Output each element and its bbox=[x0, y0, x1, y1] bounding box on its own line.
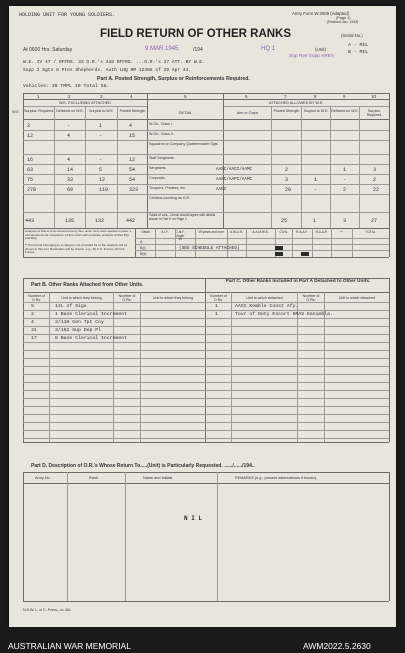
serial-no-label: (Serial No.) bbox=[341, 33, 363, 38]
field-return-sheet bbox=[9, 6, 396, 627]
reinforcements-note: ** Personnel belonging to a category not provided for in the analysis will be shown in this Col. Particulars will be shown, e.g., 80 U.K. Forces, 30 N.Z. Forces. bbox=[25, 243, 128, 254]
part-b-unit: 2/162 Sup Dep Pl bbox=[55, 328, 102, 333]
parts-bc-ruled-line bbox=[23, 390, 389, 391]
part-a-we: 12 bbox=[27, 133, 34, 139]
part-a-surplus: 5 bbox=[99, 167, 103, 173]
year-suffix: /194 bbox=[193, 47, 203, 53]
part-a-row-rule bbox=[23, 154, 389, 155]
part-a-row-rule bbox=[23, 130, 389, 131]
part-b-number: 17 bbox=[31, 336, 37, 341]
analysis-header-rule bbox=[135, 238, 389, 239]
col-number-5: 5 bbox=[184, 94, 187, 99]
part-c-col-number-2: Number of O.Rs. bbox=[302, 294, 320, 302]
analysis-row-b1-rule bbox=[135, 250, 389, 251]
part-b-col-line-3 bbox=[140, 292, 141, 442]
analysis-row-a: A bbox=[140, 240, 143, 244]
col-number-6: 6 bbox=[245, 94, 248, 99]
part-b-col-unit-2: Unit to which they belong bbox=[152, 296, 194, 300]
col-number-7: 7 bbox=[284, 94, 287, 99]
parts-bc-ruled-line bbox=[23, 374, 389, 375]
attached-allowed-header: ATTACHED ALLOWED BY W.E. bbox=[269, 101, 324, 105]
part-a-title: Part A. Posted Strength, Surplus or Reinforcements Required. bbox=[97, 76, 250, 82]
col-number-9: 9 bbox=[343, 94, 346, 99]
parts-bc-ruled-line bbox=[23, 414, 389, 415]
header-surplus-3: Surplus. Required. bbox=[366, 109, 383, 117]
part-a-required-2: 3 bbox=[373, 167, 377, 173]
header-detail: DETAIL bbox=[178, 110, 193, 115]
part-a-posted: 12 bbox=[129, 157, 136, 163]
analysis-col-header: A.A.M.W.S. bbox=[252, 230, 269, 234]
part-c-unit: AACC Kemble Const Afy. bbox=[235, 304, 299, 309]
schedule-stamp: (SEE SCHEDULE ATTACHED) bbox=[179, 246, 240, 251]
part-a-deficient: 14 bbox=[67, 167, 74, 173]
part-a-posted: 54 bbox=[129, 167, 136, 173]
total-required-2: 27 bbox=[371, 218, 378, 224]
part-a-number-rule bbox=[23, 99, 389, 100]
part-c-number: 1 bbox=[215, 312, 218, 317]
part-b-number: 31 bbox=[31, 328, 37, 333]
part-a-deficient: 69 bbox=[67, 187, 74, 193]
col-line-7 bbox=[301, 106, 302, 228]
parts-bc-ruled-line bbox=[23, 318, 389, 319]
parts-bc-ruled-line bbox=[23, 326, 389, 327]
header-surplus-required: Surplus. Required. bbox=[24, 109, 54, 113]
parts-bc-ruled-line bbox=[23, 422, 389, 423]
parts-bc-ruled-line bbox=[23, 430, 389, 431]
part-a-required-2: 2 bbox=[373, 177, 377, 183]
form-print-footer: N.S.W. L. of C. Press—In. 66/. bbox=[23, 608, 72, 612]
part-a-posted-2: 3 bbox=[285, 177, 289, 183]
analysis-col-header: A.W.A.S. bbox=[230, 230, 243, 234]
part-d-left-line bbox=[23, 472, 24, 601]
col-line-3 bbox=[117, 106, 118, 228]
part-a-we: 16 bbox=[27, 157, 34, 163]
part-a-row-rule bbox=[23, 184, 389, 185]
analysis-row-a-rule bbox=[135, 244, 389, 245]
header-surplus-2: Surplus to W.E. bbox=[303, 109, 329, 113]
part-a-surplus: - bbox=[99, 133, 103, 139]
part-a-required-2: 22 bbox=[373, 187, 380, 193]
supp-line: Supp 2 Sgts 6 Ptes Shepherds. Auth LHQ RM 12408 of 29 Apr 44. bbox=[23, 68, 192, 73]
totals-detail: Totals of cols., Check should agree with details shown in Part E on Page 2. bbox=[149, 213, 216, 221]
analysis-col-line bbox=[352, 228, 353, 257]
analysis-col-header: A.I.F. bbox=[161, 230, 169, 234]
header-surplus-to: Surplus to W.E. bbox=[89, 109, 114, 113]
total-posted-2: 25 bbox=[281, 218, 288, 224]
part-a-deficient-2: 1 bbox=[343, 167, 347, 173]
main-title: FIELD RETURN OF OTHER RANKS bbox=[100, 28, 292, 40]
part-a-row-detail: Troopers, Privates, etc. bbox=[149, 186, 187, 190]
we-excluding-header: W.E. EXCLUDING ATTACHED bbox=[59, 101, 111, 105]
parts-bc-bottom-rule bbox=[23, 442, 389, 443]
serial-value-a: A - MIL bbox=[348, 43, 369, 48]
col-line-10 bbox=[389, 93, 390, 228]
archive-footer-bar bbox=[0, 627, 405, 653]
part-b-unit: 6 Base Clerical Increment bbox=[55, 336, 127, 341]
part-a-surplus: 1 bbox=[99, 123, 103, 129]
part-d-bottom-rule bbox=[23, 601, 389, 602]
part-a-surplus-2: 1 bbox=[314, 177, 318, 183]
army-form-label: Army Form W.3009 (Adapted) bbox=[292, 11, 350, 16]
supply-stamp: Sup Res Supp AREA bbox=[289, 54, 335, 59]
parts-bc-ruled-line bbox=[23, 350, 389, 351]
total-deficient-2: 3 bbox=[343, 218, 347, 224]
part-a-row-detail: Squadron or Company Quartermaster Sgts. bbox=[149, 142, 219, 146]
analysis-row-b2: B(ii) bbox=[140, 252, 147, 256]
part-a-surplus: 119 bbox=[99, 187, 109, 193]
analysis-col-header: ** bbox=[340, 230, 343, 234]
part-b-col-line-1 bbox=[49, 292, 50, 442]
total-surplus-2: 1 bbox=[313, 218, 317, 224]
col-number-2: 2 bbox=[68, 94, 71, 99]
analysis-col-header: 19 years and over bbox=[198, 230, 224, 234]
parts-bc-ruled-line bbox=[23, 366, 389, 367]
part-a-posted-2: 2 bbox=[285, 167, 289, 173]
part-a-arm-corps: AASC/AAPC/AAMC bbox=[216, 177, 253, 182]
part-c-col-unit-2: Unit to which detached bbox=[338, 296, 376, 300]
part-a-we: 63 bbox=[27, 167, 34, 173]
col-number-3: 3 bbox=[100, 94, 103, 99]
part-b-number: 5 bbox=[31, 304, 34, 309]
parts-bc-ruled-line bbox=[23, 342, 389, 343]
part-d-nil: N I L bbox=[184, 515, 203, 522]
analysis-col-header: Detail bbox=[141, 230, 150, 234]
part-c-unit: Tour of Duty Escort HMAS Kanimbla. bbox=[235, 312, 333, 317]
part-c-title: Part C. Other Ranks Included in Part A Detached to Other Units. bbox=[225, 279, 371, 284]
parts-bc-ruled-line bbox=[23, 334, 389, 335]
analysis-col-header: TOTAL bbox=[365, 230, 376, 234]
part-b-number: 4 bbox=[31, 320, 34, 325]
part-d-col-remarks: REMARKS (e.g., present whereabouts if known). bbox=[235, 476, 318, 480]
part-a-deficient-2: - bbox=[343, 177, 347, 183]
parts-bc-ruled-line bbox=[23, 302, 389, 303]
part-a-posted: 323 bbox=[129, 187, 139, 193]
part-a-deficient-2: 2 bbox=[343, 187, 347, 193]
part-b-col-number: Number of O.Rs. bbox=[28, 294, 45, 302]
part-a-deficient: - bbox=[67, 123, 71, 129]
part-a-row-detail: Civilians counting as O.R. bbox=[149, 196, 191, 200]
redaction-block-2 bbox=[275, 252, 283, 256]
parts-bc-header-rule bbox=[23, 292, 389, 293]
analysis-right-line bbox=[389, 228, 390, 257]
total-surplus: 132 bbox=[95, 218, 105, 224]
part-d-col-name: Name and Initials bbox=[143, 476, 173, 480]
part-b-unit: 12L of Sigs bbox=[55, 304, 87, 309]
part-a-we: 75 bbox=[27, 177, 34, 183]
part-d-header-rule bbox=[23, 483, 389, 484]
part-a-row-rule bbox=[23, 140, 389, 141]
part-a-header-rule bbox=[23, 119, 389, 120]
part-b-col-number-2: Number of O.Rs. bbox=[118, 294, 136, 302]
col-line-1 bbox=[54, 106, 55, 228]
part-d-col-line-3 bbox=[217, 472, 218, 601]
analysis-bottom-rule bbox=[23, 257, 389, 258]
analysis-col-line bbox=[312, 228, 313, 257]
part-a-deficient: 33 bbox=[67, 177, 74, 183]
col-number-1: 1 bbox=[37, 94, 40, 99]
unit-title: HOLDING UNIT FOR YOUNG SOLDIERS. bbox=[19, 12, 116, 18]
vehicles-line: Vehicles: 39 TMPL 19 Total 58. bbox=[23, 84, 110, 89]
header-posted: Posted Strength bbox=[119, 109, 146, 113]
date-stamp: 9 MAR 1945 bbox=[145, 46, 179, 52]
col-number-10: 10 bbox=[371, 94, 377, 99]
part-c-col-number: Number of O.Rs. bbox=[210, 294, 227, 302]
part-d-top-rule bbox=[23, 472, 389, 473]
analysis-col-header: R.A.A.P. bbox=[315, 230, 328, 234]
analysis-col-line bbox=[195, 228, 196, 257]
part-a-arm-corps: AASC/AACC/AAMC bbox=[216, 167, 253, 172]
part-a-posted-2: 20 bbox=[285, 187, 292, 193]
total-deficient: 135 bbox=[65, 218, 75, 224]
col-line-8 bbox=[330, 106, 331, 228]
header-deficient: Deficient on W.E. bbox=[56, 109, 84, 113]
part-b-unit: 2/110 Gen Tpt Coy bbox=[55, 320, 104, 325]
col-number-8: 8 bbox=[314, 94, 317, 99]
parts-bc-right-line bbox=[389, 278, 390, 442]
analysis-col-line bbox=[292, 228, 293, 257]
part-d-col-rank: Rank bbox=[89, 476, 98, 480]
redaction-block-3 bbox=[301, 252, 309, 256]
analysis-col-header: C.M.F. Under 19 bbox=[175, 230, 185, 241]
part-a-deficient: 4 bbox=[67, 157, 71, 163]
part-a-row-detail: Staff Sergeants. bbox=[149, 156, 175, 160]
parts-bc-ruled-line bbox=[23, 398, 389, 399]
total-we: 443 bbox=[25, 218, 35, 224]
part-b-unit: 1 Base Clerical Increment bbox=[55, 312, 127, 317]
part-a-we: 278 bbox=[27, 187, 37, 193]
part-a-row-detail: W.Os., Class II. bbox=[149, 132, 174, 136]
part-b-number: 2 bbox=[31, 312, 34, 317]
hq-stamp: HQ 1 bbox=[261, 46, 276, 52]
part-a-surplus: - bbox=[99, 157, 103, 163]
we-side-label: W.E. bbox=[12, 110, 21, 114]
part-c-col-unit: Unit to which detached bbox=[246, 296, 283, 300]
col-number-4: 4 bbox=[130, 94, 133, 99]
archive-name: AUSTRALIAN WAR MEMORIAL bbox=[8, 641, 131, 651]
col-line-2 bbox=[85, 106, 86, 228]
part-a-we: 3 bbox=[27, 123, 31, 129]
analysis-col-line bbox=[331, 228, 332, 257]
parts-bc-ruled-line bbox=[23, 358, 389, 359]
part-a-surplus-2: - bbox=[314, 187, 318, 193]
part-a-posted: 15 bbox=[129, 133, 136, 139]
serial-value-b: B - MIL bbox=[348, 50, 369, 55]
part-a-arm-corps: AACC bbox=[216, 187, 227, 192]
analysis-left-line bbox=[23, 228, 24, 257]
analysis-row-b1: B(i) bbox=[140, 246, 146, 250]
attached-allowed-rule bbox=[223, 106, 389, 107]
part-d-right-line bbox=[389, 472, 390, 601]
part-a-posted: 4 bbox=[129, 123, 133, 129]
part-a-deficient: 4 bbox=[67, 133, 71, 139]
part-a-row-rule bbox=[23, 194, 389, 195]
part-a-row-rule bbox=[23, 174, 389, 175]
unit-label: (Unit) bbox=[315, 47, 326, 52]
part-a-row-rule bbox=[23, 164, 389, 165]
part-d-col-army-no: Army No. bbox=[35, 476, 51, 480]
part-a-top-rule bbox=[23, 93, 389, 94]
analysis-col-line bbox=[155, 228, 156, 257]
analysis-note: Analysis of Part A to be shown here by ALL units. Only units spelled in para. 1 of instructions for completion of this return will complete analysis of Part B(i) and B(ii). bbox=[25, 229, 132, 240]
part-a-row-detail: Corporals. bbox=[149, 176, 166, 180]
analysis-col-header: CIVIL bbox=[279, 230, 288, 234]
part-d-col-line-2 bbox=[125, 472, 126, 601]
part-a-row-detail: Sergeants. bbox=[149, 166, 167, 170]
parts-bc-ruled-line bbox=[23, 310, 389, 311]
part-c-col-line-1 bbox=[231, 292, 232, 442]
part-a-posted: 54 bbox=[129, 177, 136, 183]
col-line-6 bbox=[271, 106, 272, 228]
analysis-col-header: R.A.A.F. bbox=[296, 230, 308, 234]
we-line: W.E. IV 47 / OFFRS. 33 O.R.'s 448 OFFRS. ...O.R.'s 27 ATT. BY W.E. bbox=[23, 60, 205, 65]
total-posted: 442 bbox=[126, 218, 136, 224]
part-a-surplus: 12 bbox=[99, 177, 106, 183]
redaction-block-1 bbox=[275, 246, 283, 250]
analysis-col-line bbox=[246, 228, 247, 257]
part-d-title: Part D. Description of O.R.'s Whose Return To.....(Unit) is Particularly Requested. ....../....../194.. bbox=[31, 463, 255, 469]
archive-reference: AWM2022.5.2630 bbox=[303, 641, 371, 651]
part-c-number: 1 bbox=[215, 304, 218, 309]
parts-bc-ruled-line bbox=[23, 438, 389, 439]
analysis-col-line bbox=[175, 228, 176, 257]
part-d-col-line-1 bbox=[67, 472, 68, 601]
parts-bc-ruled-line bbox=[23, 382, 389, 383]
col-line-9 bbox=[359, 106, 360, 228]
page-note: (Page 1) bbox=[336, 16, 351, 20]
header-posted-2: Posted Strength bbox=[273, 109, 300, 113]
at-line: At 0600 Hrs. Saturday bbox=[23, 47, 73, 53]
header-arm-corps: Arm or Corps bbox=[236, 111, 259, 115]
header-deficient-2: Deficient on W.E. bbox=[331, 109, 359, 113]
analysis-col-line bbox=[227, 228, 228, 257]
revised-note: (Revised Jan, 1943) bbox=[327, 20, 359, 24]
parts-bc-ruled-line bbox=[23, 406, 389, 407]
part-b-title: Part B. Other Ranks Attached from Other Units. bbox=[31, 282, 144, 288]
part-b-col-unit: Unit to which they belong bbox=[61, 296, 102, 300]
part-a-row-detail: W.Os., Class I. bbox=[149, 122, 173, 126]
col-line-0 bbox=[23, 93, 24, 228]
